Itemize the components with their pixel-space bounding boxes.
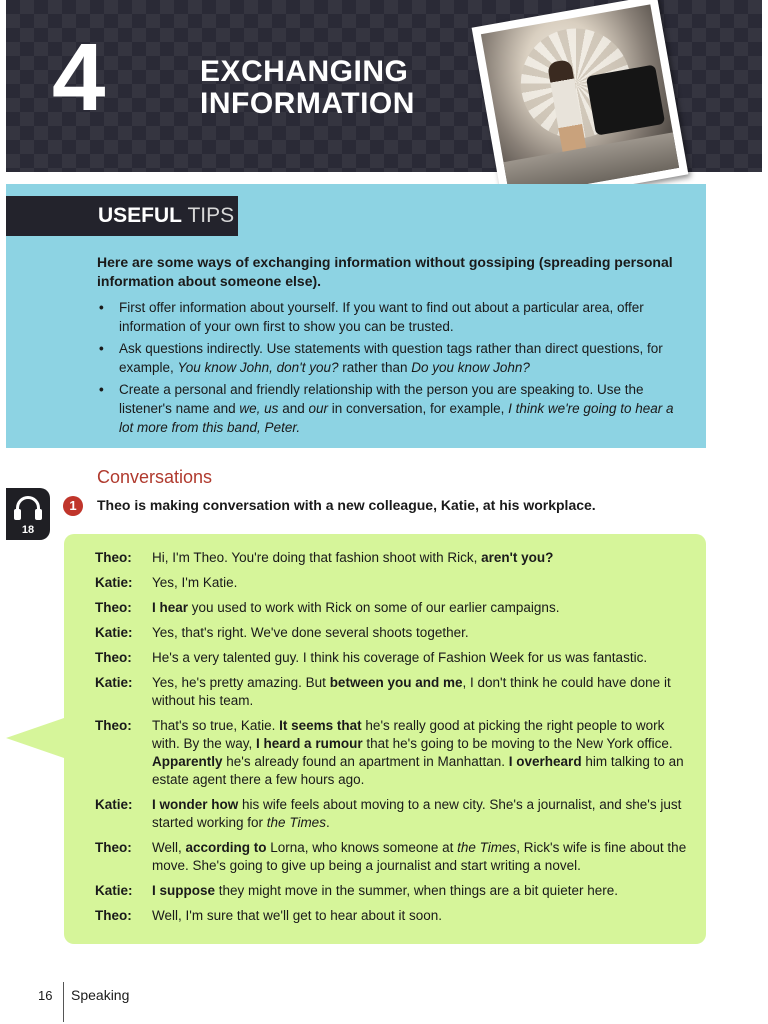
dialogue-text: I wonder how his wife feels about moving to a new city. She's a journalist, and she's just started working for the Times. — [152, 797, 682, 830]
tips-intro: Here are some ways of exchanging information without gossiping (spreading personal information about someone else). — [97, 254, 673, 289]
dialogue-text: Well, I'm sure that we'll get to hear about it soon. — [152, 908, 443, 923]
dialogue-text: That's so true, Katie. It seems that he's really good at picking the right people to work with. By the way, I heard a rumour that he's going to be moving to the New York office. Apparently he's already found an apartment in Manhattan. I overheard him talking to an estate agent there a few hours ago. — [152, 718, 684, 787]
headphones-icon — [16, 496, 40, 518]
dialogue-text: Yes, he's pretty amazing. But between you and me, I don't think he could have done it without his team. — [152, 675, 671, 708]
dialogue-line — [95, 674, 695, 710]
exercise-number: 1 — [63, 496, 83, 516]
unit-number: 4 — [52, 24, 106, 131]
conversations-heading: Conversations — [97, 467, 213, 487]
audio-track-badge[interactable] — [6, 488, 50, 540]
dialogue-speaker: Katie: — [95, 675, 133, 690]
dialogue-pointer — [6, 718, 64, 758]
dialogue-text: I suppose they might move in the summer, when things are a bit quieter here. — [152, 883, 618, 898]
page-number: 16 — [38, 988, 53, 1003]
tip-item: • First offer information about yourself. If you want to find out about a particular area, offer information of your own first to show you can be trusted. — [99, 300, 644, 334]
dialogue-speaker: Theo: — [95, 650, 132, 665]
tips-list — [97, 298, 687, 440]
dialogue-line — [95, 574, 695, 592]
dialogue-speaker: Theo: — [95, 718, 132, 733]
dialogue-speaker: Theo: — [95, 550, 132, 565]
dialogue-speaker: Katie: — [95, 575, 133, 590]
dialogue-speaker: Theo: — [95, 600, 132, 615]
dialogue-text: He's a very talented guy. I think his coverage of Fashion Week for us was fantastic. — [152, 650, 648, 665]
useful-tips-label — [6, 196, 238, 236]
dialogue-speaker: Katie: — [95, 625, 133, 640]
dialogue-text: Well, according to Lorna, who knows someone at the Times, Rick's wife is fine about the move. She's going to give up being a journalist and start writing a novel. — [152, 840, 687, 873]
dialogue-line — [95, 882, 695, 900]
dialogue-text: Yes, that's right. We've done several shoots together. — [152, 625, 469, 640]
dialogue-speaker: Katie: — [95, 883, 133, 898]
unit-title-line2: INFORMATION — [200, 87, 415, 120]
audio-track-number: 18 — [21, 524, 35, 536]
photo-image — [481, 4, 679, 197]
tip-item: • Create a personal and friendly relationship with the person you are speaking to. Use the listener's name and we, us and our in conversation, for example, I think we're going to hear a lot more from this band, Peter. — [99, 382, 674, 435]
dialogue-text: I hear you used to work with Rick on some of our earlier campaigns. — [152, 600, 560, 615]
dialogue-speaker: Theo: — [95, 908, 132, 923]
dialogue-line — [95, 599, 695, 617]
unit-title — [200, 56, 500, 120]
dialogue — [95, 549, 695, 932]
photo-camera-shape — [586, 64, 665, 135]
dialogue-line — [95, 649, 695, 667]
dialogue-line — [95, 717, 695, 789]
unit-title-line1: EXCHANGING — [200, 55, 409, 88]
dialogue-line — [95, 839, 695, 875]
fashion-shoot-photo — [472, 0, 689, 207]
exercise-instruction: Theo is making conversation with a new colleague, Katie, at his workplace. — [97, 497, 596, 513]
dialogue-speaker: Theo: — [95, 840, 132, 855]
dialogue-line — [95, 907, 695, 925]
dialogue-line — [95, 549, 695, 567]
footer-divider — [63, 982, 64, 1022]
dialogue-text: Yes, I'm Katie. — [152, 575, 238, 590]
dialogue-text: Hi, I'm Theo. You're doing that fashion shoot with Rick, aren't you? — [152, 550, 554, 565]
dialogue-speaker: Katie: — [95, 797, 133, 812]
section-name: Speaking — [71, 987, 130, 1003]
dialogue-line — [95, 796, 695, 832]
tips-label-thin: TIPS — [187, 204, 235, 227]
tip-item: • Ask questions indirectly. Use statements with question tags rather than direct questions, for example, You know John, don't you? rather than Do you know John? — [99, 341, 663, 375]
tips-label-bold: USEFUL — [98, 204, 182, 227]
dialogue-line — [95, 624, 695, 642]
